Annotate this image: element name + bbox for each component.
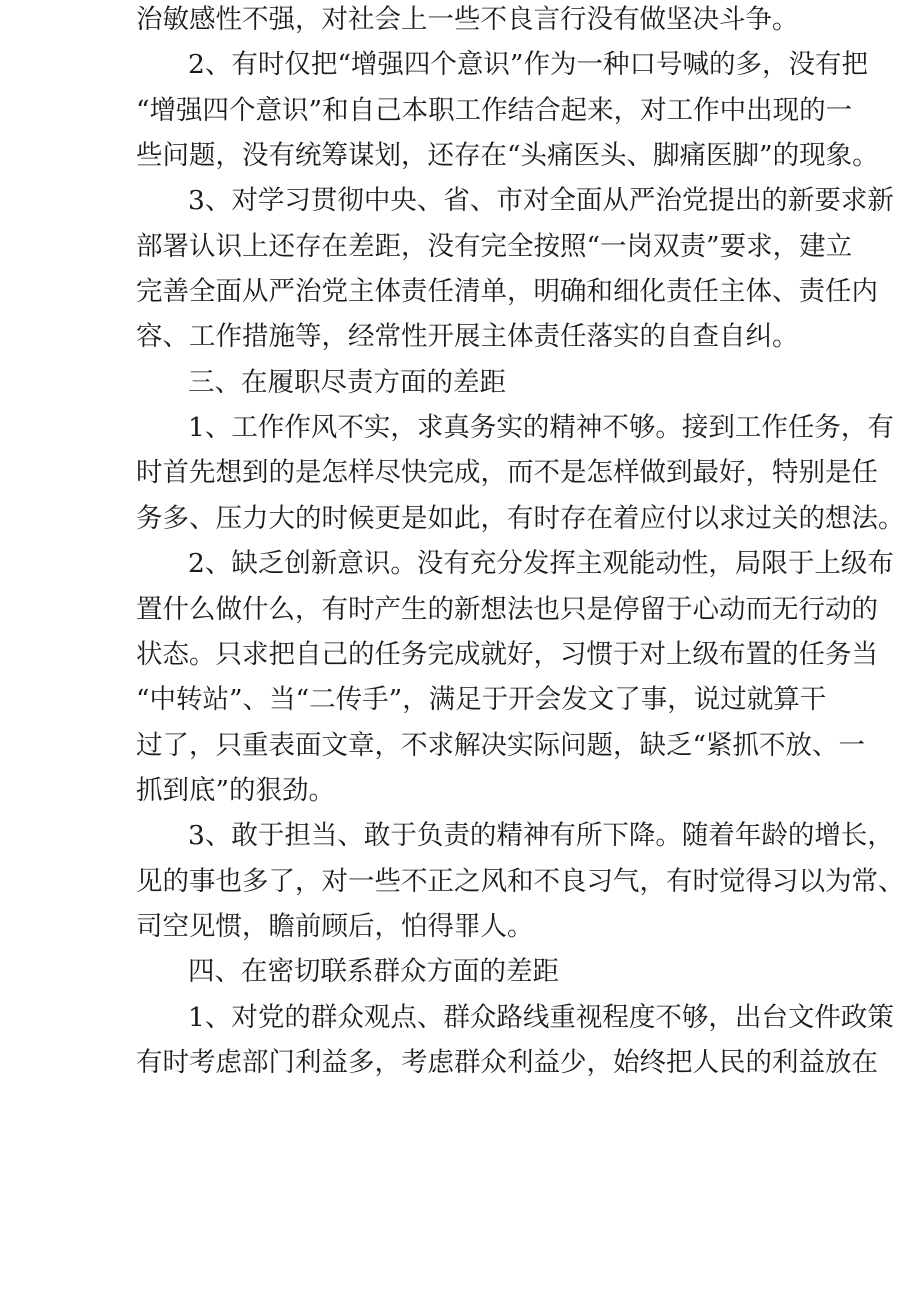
- text-line: 时首先想到的是怎样尽快完成，而不是怎样做到最好，特别是任: [136, 457, 878, 488]
- text-line: 有时考虑部门利益多，考虑群众利益少，始终把人民的利益放在: [136, 1047, 878, 1078]
- text-line: 过了，只重表面文章，不求解决实际问题，缺乏“紧抓不放、一: [136, 730, 866, 761]
- text-line: 见的事也多了，对一些不正之风和不良习气，有时觉得习以为常、: [136, 866, 905, 897]
- text-line: 完善全面从严治党主体责任清单，明确和细化责任主体、责任内: [136, 276, 878, 307]
- section-heading: 三、在履职尽责方面的差距: [188, 367, 506, 398]
- text-line: 容、工作措施等，经常性开展主体责任落实的自查自纠。: [136, 321, 799, 352]
- text-line: 务多、压力大的时候更是如此，有时存在着应付以求过关的想法。: [136, 503, 905, 534]
- text-line: 抓到底”的狠劲。: [136, 775, 336, 806]
- text-line: 治敏感性不强，对社会上一些不良言行没有做坚决斗争。: [136, 4, 799, 35]
- text-line: 状态。只求把自己的任务完成就好，习惯于对上级布置的任务当: [136, 639, 878, 670]
- text-line: “增强四个意识”和自己本职工作结合起来，对工作中出现的一: [136, 95, 853, 126]
- text-line: 司空见惯，瞻前顾后，怕得罪人。: [136, 911, 534, 942]
- text-line: 1、工作作风不实，求真务实的精神不够。接到工作任务，有: [188, 412, 894, 443]
- text-line: “中转站”、当“二传手”，满足于开会发文了事，说过就算干: [136, 684, 827, 715]
- section-heading: 四、在密切联系群众方面的差距: [188, 956, 559, 987]
- text-line: 些问题，没有统筹谋划，还存在“头痛医头、脚痛医脚”的现象。: [136, 140, 879, 171]
- text-line: 3、对学习贯彻中央、省、市对全面从严治党提出的新要求新: [188, 185, 894, 216]
- text-line: 3、敢于担当、敢于负责的精神有所下降。随着年龄的增长，: [188, 820, 894, 851]
- text-line: 2、有时仅把“增强四个意识”作为一种口号喊的多，没有把: [188, 49, 868, 80]
- text-line: 2、缺乏创新意识。没有充分发挥主观能动性，局限于上级布: [188, 548, 894, 579]
- text-line: 部署认识上还存在差距，没有完全按照“一岗双责”要求，建立: [136, 231, 853, 262]
- text-line: 1、对党的群众观点、群众路线重视程度不够，出台文件政策: [188, 1002, 894, 1033]
- text-line: 置什么做什么，有时产生的新想法也只是停留于心动而无行动的: [136, 594, 878, 625]
